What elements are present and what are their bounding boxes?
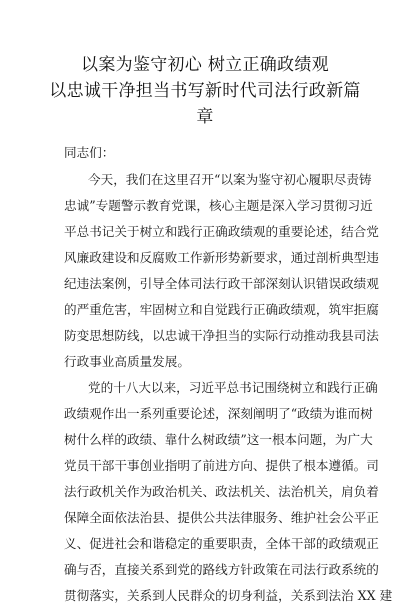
paragraph-2-line: 党的十八大以来，习近平总书记围绕树立和践行正确	[88, 380, 378, 395]
paragraph-2-line: 党员干部干事创业指明了前进方向、提供了根本遵循。司	[64, 458, 379, 473]
paragraph-2-line: 政绩观作出一系列重要论述，深刻阐明了“政绩为谁而树	[64, 406, 373, 421]
paragraph-2-line: 法行政机关作为政治机关、政法机关、法治机关，肩负着	[64, 484, 379, 499]
paragraph-2-line: 树什么样的政绩、靠什么树政绩”这一根本问题，为广大	[64, 432, 373, 447]
paragraph-1-line: 平总书记关于树立和践行正确政绩观的重要论述，结合党	[64, 224, 379, 239]
paragraph-1-line: 今天，我们在这里召开“以案为鉴守初心履职尽责铸	[88, 172, 372, 187]
paragraph-1-line: 行政事业高质量发展。	[64, 354, 190, 369]
paragraph-1-line: 纪违法案例，引导全体司法行政干部深刻认识错误政绩观	[64, 276, 379, 291]
paragraph-2-line: 贯彻落实，关系到人民群众的切身利益，关系到法治 XX 建	[64, 588, 393, 603]
salutation-text: 同志们：	[64, 145, 115, 160]
paragraph-1-line: 忠诚”专题警示教育党课，核心主题是深入学习贯彻习近	[64, 198, 373, 213]
document-title-line-2: 以忠诚干净担当书写新时代司法行政新篇	[49, 81, 361, 101]
paragraph-2-line: 确与否，直接关系到党的路线方针政策在司法行政系统的	[64, 562, 379, 577]
paragraph-2-line: 义、促进社会和谐稳定的重要职责，全体干部的政绩观正	[64, 536, 379, 551]
paragraph-1-line: 防变思想防线，以忠诚干净担当的实际行动推动我县司法	[64, 328, 379, 343]
document-title-line-3: 章	[196, 107, 214, 127]
paragraph-1-line: 的严重危害，牢固树立和自觉践行正确政绩观，筑牢拒腐	[64, 302, 379, 317]
paragraph-2-line: 保障全面依法治县、提供公共法律服务、维护社会公平正	[64, 510, 379, 525]
paragraph-1-line: 风廉政建设和反腐败工作新形势新要求，通过剖析典型违	[64, 250, 379, 265]
document-title-line-1: 以案为鉴守初心 树立正确政绩观	[81, 55, 329, 75]
